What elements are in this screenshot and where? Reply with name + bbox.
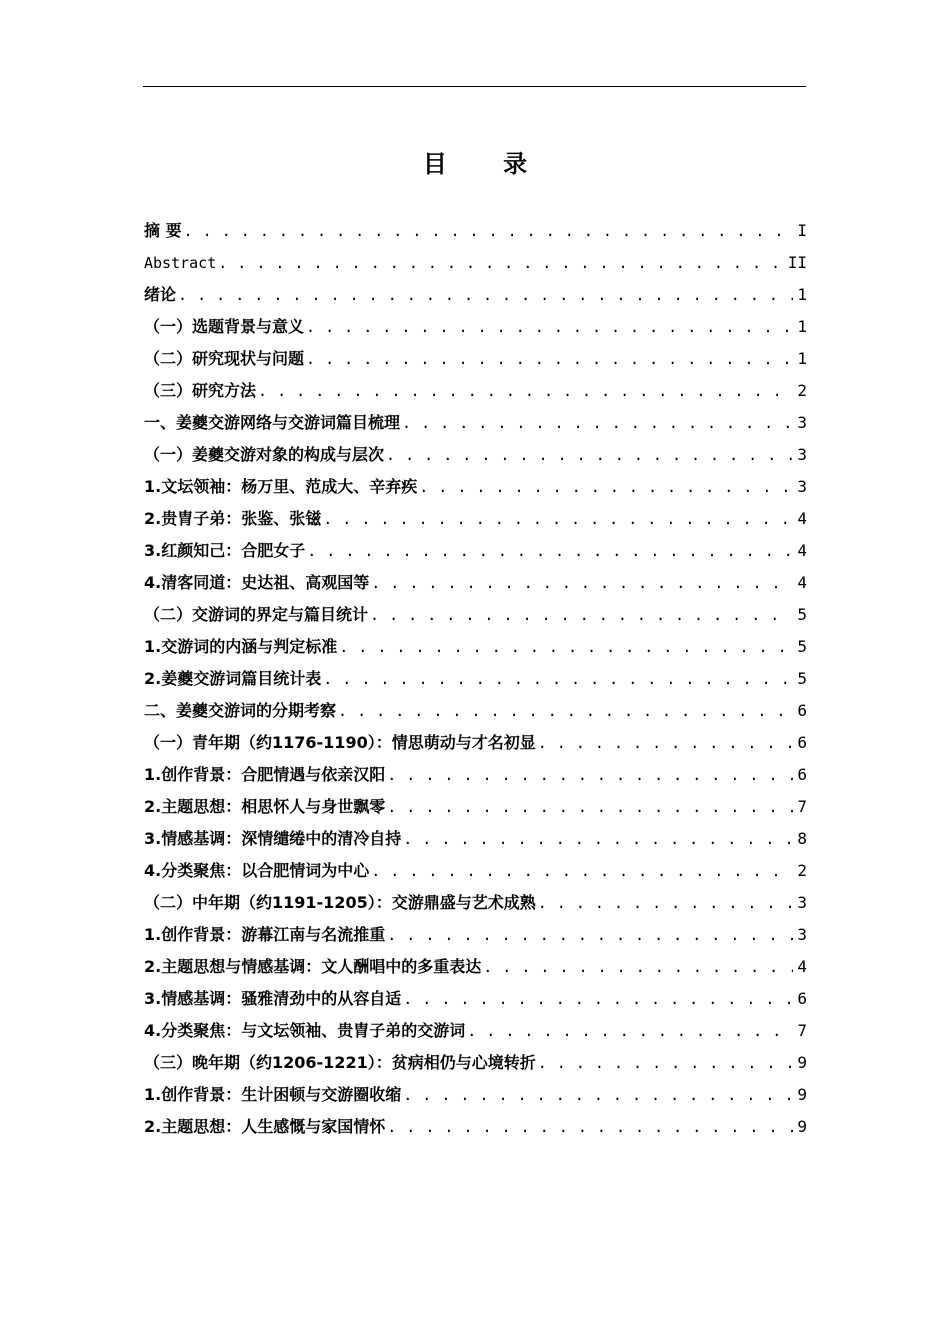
toc-entry-page-number: 9	[797, 1085, 807, 1104]
dot-leader	[538, 1047, 794, 1079]
toc-entry-label: Abstract	[144, 254, 217, 272]
toc-entry-page-number: 5	[797, 605, 807, 624]
toc-entry-page-number: 2	[797, 381, 807, 400]
toc-entry-label: 二、姜夔交游词的分期考察	[144, 701, 337, 720]
toc-entry[interactable]	[144, 1047, 807, 1079]
toc-entry[interactable]	[144, 439, 807, 471]
toc-entry-page-number: 6	[797, 989, 807, 1008]
toc-entry[interactable]	[144, 343, 807, 375]
toc-entry[interactable]	[144, 215, 807, 247]
dot-leader	[403, 823, 793, 855]
dot-leader	[323, 663, 793, 695]
toc-entry-page-number: 8	[797, 829, 807, 848]
dot-leader	[339, 631, 793, 663]
dot-leader	[538, 887, 794, 919]
toc-entry-page-number: 7	[797, 1021, 807, 1040]
toc-entry-label: 1.交游词的内涵与判定标准	[144, 637, 338, 656]
toc-entry[interactable]	[144, 727, 807, 759]
toc-entry[interactable]	[144, 1111, 807, 1143]
dot-leader	[184, 215, 794, 247]
dot-leader	[370, 599, 793, 631]
toc-entry[interactable]	[144, 471, 807, 503]
toc-entry-label: （二）中年期（约1191-1205）：交游鼎盛与艺术成熟	[144, 893, 536, 912]
toc-entry[interactable]	[144, 407, 807, 439]
toc-entry-page-number: I	[797, 221, 807, 240]
toc-entry-label: 4.分类聚焦：以合肥情词为中心	[144, 861, 370, 880]
toc-entry-label: 绪论	[144, 285, 177, 304]
toc-entry-label: 3.情感基调：骚雅清劲中的从容自适	[144, 989, 402, 1008]
toc-entry-label: 3.情感基调：深情缱绻中的清冷自持	[144, 829, 402, 848]
toc-entry-page-number: 9	[797, 1117, 807, 1136]
toc-entry-page-number: 4	[797, 509, 807, 528]
toc-entry[interactable]	[144, 599, 807, 631]
toc-entry-page-number: 1	[797, 317, 807, 336]
toc-entry[interactable]	[144, 311, 807, 343]
toc-entry[interactable]	[144, 247, 807, 279]
dot-leader	[387, 1111, 793, 1143]
toc-entry-label: 4.分类聚焦：与文坛领袖、贵胄子弟的交游词	[144, 1021, 466, 1040]
toc-entry[interactable]	[144, 855, 807, 887]
toc-entry-page-number: 3	[797, 445, 807, 464]
dot-leader	[218, 247, 783, 279]
toc-entry-label: 一、姜夔交游网络与交游词篇目梳理	[144, 413, 401, 432]
dot-leader	[387, 759, 793, 791]
toc-entry[interactable]	[144, 887, 807, 919]
toc-entry-page-number: 5	[797, 637, 807, 656]
toc-entry-page-number: 3	[797, 477, 807, 496]
toc-entry-label: 2.主题思想：相思怀人与身世飘零	[144, 797, 386, 816]
toc-entry-label: （三）研究方法	[144, 381, 257, 400]
toc-entry-label: 3.红颜知己：合肥女子	[144, 541, 306, 560]
dot-leader	[306, 343, 793, 375]
toc-entry[interactable]	[144, 951, 807, 983]
dot-leader	[306, 311, 793, 343]
dot-leader	[386, 439, 793, 471]
toc-entry[interactable]	[144, 791, 807, 823]
dot-leader	[371, 855, 793, 887]
toc-entry-label: 1.文坛领袖：杨万里、范成大、辛弃疾	[144, 477, 418, 496]
toc-entry-page-number: 6	[797, 733, 807, 752]
dot-leader	[387, 791, 793, 823]
toc-entry[interactable]	[144, 663, 807, 695]
dot-leader	[258, 375, 793, 407]
toc-entry[interactable]	[144, 759, 807, 791]
toc-entry-label: 2.姜夔交游词篇目统计表	[144, 669, 322, 688]
dot-leader	[387, 919, 793, 951]
toc-entry[interactable]	[144, 375, 807, 407]
toc-entry-label: 1.创作背景：游幕江南与名流推重	[144, 925, 386, 944]
toc-entry[interactable]	[144, 279, 807, 311]
dot-leader	[403, 1079, 793, 1111]
toc-entry[interactable]	[144, 567, 807, 599]
toc-entry-label: （一）选题背景与意义	[144, 317, 305, 336]
toc-entry[interactable]	[144, 503, 807, 535]
toc-entry-page-number: 6	[797, 765, 807, 784]
toc-entry-page-number: 3	[797, 413, 807, 432]
toc-entry-page-number: II	[787, 253, 807, 272]
dot-leader	[403, 983, 793, 1015]
toc-entry[interactable]	[144, 983, 807, 1015]
dot-leader	[419, 471, 793, 503]
dot-leader	[483, 951, 793, 983]
dot-leader	[402, 407, 793, 439]
toc-entry-page-number: 2	[797, 861, 807, 880]
header-rule	[143, 86, 806, 87]
toc-entry-label: （二）研究现状与问题	[144, 349, 305, 368]
toc-entry[interactable]	[144, 823, 807, 855]
toc-entry-label: 1.创作背景：生计困顿与交游圈收缩	[144, 1085, 402, 1104]
toc-entry-label: 4.清客同道：史达祖、高观国等	[144, 573, 370, 592]
toc-entry-page-number: 4	[797, 573, 807, 592]
toc-entry-label: （三）晚年期（约1206-1221）：贫病相仍与心境转折	[144, 1053, 536, 1072]
toc-entry-page-number: 6	[797, 701, 807, 720]
toc-entry[interactable]	[144, 535, 807, 567]
toc-entry-label: 1.创作背景：合肥情遇与依亲汉阳	[144, 765, 386, 784]
toc-entry-label: 2.主题思想：人生感慨与家国情怀	[144, 1117, 386, 1136]
toc-entry[interactable]	[144, 631, 807, 663]
toc-entry-page-number: 9	[797, 1053, 807, 1072]
dot-leader	[338, 695, 793, 727]
toc-entry-label: 摘 要	[144, 221, 182, 240]
toc-entry-page-number: 1	[797, 349, 807, 368]
toc-entry-page-number: 7	[797, 797, 807, 816]
toc-entry-page-number: 5	[797, 669, 807, 688]
toc-entry[interactable]	[144, 919, 807, 951]
dot-leader	[307, 535, 793, 567]
toc-entry-page-number: 3	[797, 925, 807, 944]
page-title: 目 录	[422, 150, 552, 178]
toc-entry-label: 2.贵胄子弟：张鉴、张镃	[144, 509, 322, 528]
toc-entry[interactable]	[144, 1015, 807, 1047]
toc-entry-label: 2.主题思想与情感基调：文人酬唱中的多重表达	[144, 957, 482, 976]
table-of-contents	[144, 215, 807, 1143]
toc-entry-label: （一）姜夔交游对象的构成与层次	[144, 445, 385, 464]
dot-leader	[371, 567, 793, 599]
dot-leader	[538, 727, 794, 759]
toc-entry[interactable]	[144, 695, 807, 727]
dot-leader	[467, 1015, 793, 1047]
toc-entry-page-number: 4	[797, 957, 807, 976]
toc-entry-label: （一）青年期（约1176-1190）：情思萌动与才名初显	[144, 733, 536, 752]
dot-leader	[178, 279, 793, 311]
toc-entry-page-number: 3	[797, 893, 807, 912]
toc-entry-label: （二）交游词的界定与篇目统计	[144, 605, 369, 624]
dot-leader	[323, 503, 793, 535]
toc-entry[interactable]	[144, 1079, 807, 1111]
toc-entry-page-number: 4	[797, 541, 807, 560]
toc-entry-page-number: 1	[797, 285, 807, 304]
